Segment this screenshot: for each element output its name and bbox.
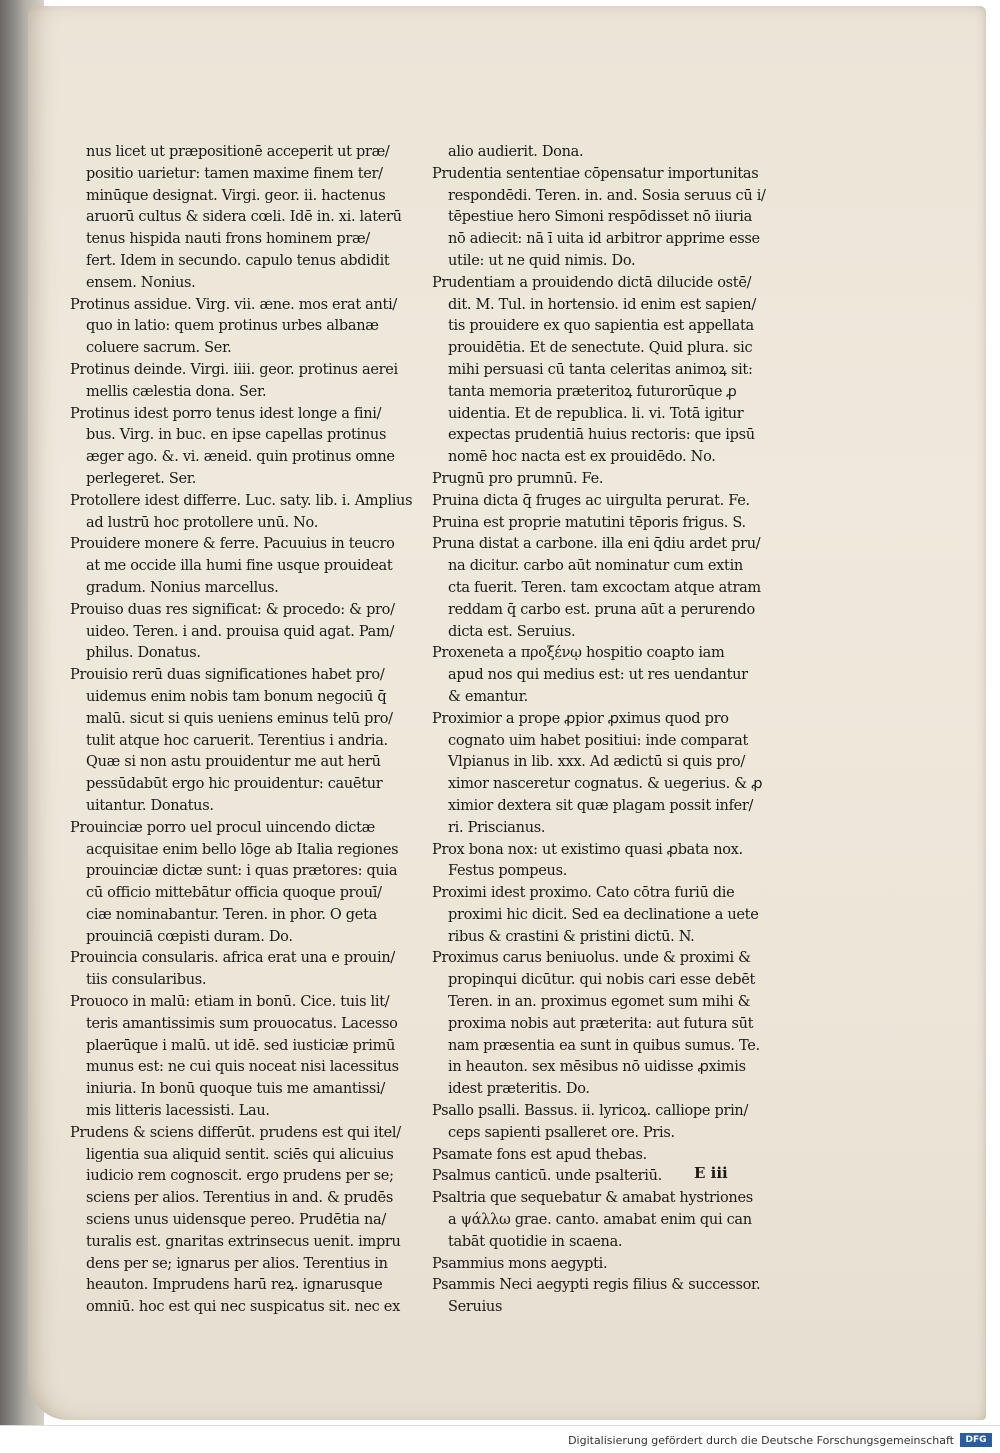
text-line: ciæ nominabantur. Teren. in phor. O geta: [86, 906, 377, 923]
text-line: Prudens & sciens differūt. prudens est qui itel/: [70, 1124, 401, 1141]
text-line: acquisitae enim bello lōge ab Italia regiones: [86, 841, 399, 858]
right-text-column: [432, 142, 787, 1319]
text-line: tenus hispida nauti frons hominem præ/: [86, 231, 370, 248]
text-line: pessūdabūt ergo hic prouidentur: cauētur: [86, 776, 383, 793]
text-line: Prouincia consularis. africa erat una e prouin/: [70, 950, 395, 967]
text-line: respondēdi. Teren. in. and. Sosia seruus cū i/: [448, 187, 766, 204]
text-line: tis prouidere ex quo sapientia est appellata: [448, 318, 754, 335]
text-line: Psammis Neci aegypti regis filius & successor.: [432, 1277, 761, 1294]
text-line: tabāt quotidie in scaena.: [448, 1233, 623, 1250]
text-line: Pruina est proprie matutini tēporis frigus. S.: [432, 514, 746, 531]
text-line: coluere sacrum. Ser.: [86, 340, 232, 357]
text-line: uitantur. Donatus.: [86, 797, 214, 814]
text-line: sciens per alios. Terentius in and. & prudēs: [86, 1190, 393, 1207]
text-line: ximior dextera sit quæ plagam possit infer/: [448, 797, 754, 814]
text-line: idest præteritis. Do.: [448, 1081, 590, 1098]
text-line: turalis est. gnaritas extrinsecus uenit. impru: [86, 1233, 401, 1250]
text-line: teris amantissimis sum prouocatus. Lacesso: [86, 1015, 398, 1032]
signature-mark: E iii: [694, 1164, 728, 1182]
text-line: Vlpianus in lib. xxx. Ad ædictū si quis pro/: [448, 754, 745, 771]
text-line: Psallo psalli. Bassus. ii. lyricoꝝ. calliope prin/: [432, 1103, 749, 1120]
text-line: na dicitur. carbo aūt nominatur cum extin: [448, 558, 743, 575]
text-line: malū. sicut si quis ueniens eminus telū pro/: [86, 710, 393, 727]
text-line: mihi persuasi cū tanta celeritas animoꝝ sit:: [448, 361, 753, 378]
text-line: in heauton. sex mēsibus nō uidisse ꝓximis: [448, 1059, 746, 1076]
text-line: prouidētia. Et de senectute. Quid plura. sic: [448, 340, 753, 357]
text-line: proxima nobis aut præterita: aut futura sūt: [448, 1015, 754, 1032]
text-line: plaerūque i malū. ut idē. sed iusticiæ primū: [86, 1037, 396, 1054]
text-line: Protinus idest porro tenus idest longe a fini/: [70, 405, 382, 422]
text-line: Prouiso duas res significat: & procedo: & pro/: [70, 601, 395, 618]
text-line: at me occide illa humi fine usque prouideat: [86, 558, 393, 575]
text-line: Prudentiam a prouidendo dictā dilucide ostē/: [432, 274, 752, 291]
text-line: alio audierit. Dona.: [448, 144, 584, 160]
text-line: mis litteris lacessisti. Lau.: [86, 1103, 270, 1120]
text-line: Psaltria que sequebatur & amabat hystriones: [432, 1190, 753, 1207]
text-line: uidemus enim nobis tam bonum negociū q̄: [86, 688, 387, 705]
text-line: ensem. Nonius.: [86, 274, 196, 291]
text-line: tanta memoria præteritoꝝ futurorūque ꝓ: [448, 383, 737, 400]
text-line: iniuria. In bonū quoque tuis me amantissi/: [86, 1081, 385, 1098]
text-line: aruorū cultus & sidera cœli. Idē in. xi. laterū: [86, 209, 402, 226]
text-line: dicta est. Seruius.: [448, 623, 576, 640]
text-line: munus est: ne cui quis noceat nisi lacessitus: [86, 1059, 399, 1076]
text-line: Prouisio rerū duas significationes habet pro/: [70, 667, 385, 684]
footer-bar: [0, 1425, 1000, 1453]
text-line: propinqui dicūtur. qui nobis cari esse debēt: [448, 972, 756, 989]
text-line: nus licet ut præpositionē acceperit ut præ/: [86, 144, 390, 160]
text-line: Festus pompeus.: [448, 863, 568, 880]
text-line: ximor nasceretur cognatus. & uegerius. & ꝓ: [448, 776, 763, 793]
text-line: Pruina dicta q̄ fruges ac uirgulta perurat. Fe.: [432, 492, 750, 509]
text-line: Prugnū pro prumnū. Fe.: [432, 470, 604, 487]
text-line: Psamate fons est apud thebas.: [432, 1146, 647, 1163]
text-line: prouinciæ dictæ sunt: i quas prætores: quia: [86, 863, 398, 880]
text-line: Prouidere monere & ferre. Pacuuius in teucro: [70, 536, 395, 553]
text-line: Proximi idest proximo. Cato cōtra furiū die: [432, 885, 735, 902]
text-line: nō adiecit: nā ī uita id arbitror apprime esse: [448, 231, 760, 248]
text-line: Psammius mons aegypti.: [432, 1255, 608, 1272]
dfg-logo-icon: DFG: [960, 1433, 992, 1447]
text-line: perlegeret. Ser.: [86, 470, 197, 487]
text-line: Prox bona nox: ut existimo quasi ꝓbata nox.: [432, 841, 743, 858]
text-line: omniū. hoc est qui nec suspicatus sit. nec ex: [86, 1299, 400, 1316]
funding-notice: Digitalisierung gefördert durch die Deutsche Forschungsgemeinschaft: [568, 1434, 954, 1447]
text-line: iudicio rem cognoscit. ergo prudens per se;: [86, 1168, 394, 1185]
text-line: quo in latio: quem protinus urbes albanæ: [86, 318, 379, 335]
text-line: minūque designat. Virgi. geor. ii. hactenus: [86, 187, 386, 204]
text-line: expectas prudentiā huius rectoris: que ipsū: [448, 427, 755, 444]
text-line: cognato uim habet positiui: inde comparat: [448, 732, 749, 749]
text-line: æger ago. &. vi. æneid. quin protinus omne: [86, 449, 395, 466]
text-line: tēpestiue hero Simoni respōdisset nō iiuria: [448, 209, 752, 226]
text-line: Prudentia sententiae cōpensatur importunitas: [432, 165, 759, 182]
text-line: Pruna distat a carbone. illa eni q̄diu ardet pru/: [432, 536, 761, 553]
text-line: proximi hic dicit. Sed ea declinatione a uete: [448, 906, 759, 923]
text-line: utile: ut ne quid nimis. Do.: [448, 252, 636, 269]
text-line: Quæ si non astu prouidentur me aut herū: [86, 754, 381, 771]
text-line: heauton. Imprudens harū reꝝ. ignarusque: [86, 1277, 383, 1294]
text-line: apud nos qui medius est: ut res uendantur: [448, 667, 748, 684]
text-line: nomē hoc nacta est ex prouidēdo. No.: [448, 449, 716, 466]
text-line: nam præsentia ea sunt in quibus sumus. Te.: [448, 1037, 760, 1054]
text-line: ad lustrū hoc protollere unū. No.: [86, 514, 319, 531]
text-line: sciens unus uidensque pereo. Prudētia na/: [86, 1212, 386, 1229]
text-line: Protinus deinde. Virgi. iiii. geor. protinus aerei: [70, 361, 398, 378]
text-line: reddam q̄ carbo est. pruna aūt a perurendo: [448, 601, 755, 618]
text-line: philus. Donatus.: [86, 645, 201, 662]
text-line: Psalmus canticū. unde psalteriū.: [432, 1168, 662, 1185]
text-line: positio uarietur: tamen maxime finem ter/: [86, 165, 383, 182]
text-line: Prouoco in malū: etiam in bonū. Cice. tuis lit/: [70, 994, 390, 1011]
text-line: fert. Idem in secundo. capulo tenus abdidit: [86, 252, 390, 269]
text-line: Teren. in an. proximus egomet sum mihi &: [448, 994, 751, 1011]
text-line: ribus & crastini & pristini dictū. N.: [448, 928, 695, 945]
text-line: ceps sapienti psalleret ore. Pris.: [448, 1124, 675, 1141]
text-line: cta fuerit. Teren. tam excoctam atque atram: [448, 579, 761, 596]
text-line: cū officio mittebātur officia quoque prouī/: [86, 885, 382, 902]
text-line: Proximus carus beniuolus. unde & proximi &: [432, 950, 751, 967]
text-line: Seruius: [448, 1299, 503, 1316]
text-line: dit. M. Tul. in hortensio. id enim est sapien/: [448, 296, 756, 313]
text-line: & emantur.: [448, 688, 528, 705]
text-line: dens per se; ignarus per alios. Terentius in: [86, 1255, 388, 1272]
text-line: uideo. Teren. i and. prouisa quid agat. Pam/: [86, 623, 395, 640]
text-line: Prouinciæ porro uel procul uincendo dictæ: [70, 819, 375, 836]
facing-page-shadow: [808, 146, 988, 1246]
text-line: prouinciā cœpisti duram. Do.: [86, 928, 293, 945]
text-line: mellis cælestia dona. Ser.: [86, 383, 267, 400]
text-line: a ψάλλω grae. canto. amabat enim qui can: [448, 1212, 752, 1229]
text-line: Protinus assidue. Virg. vii. æne. mos erat anti/: [70, 296, 397, 313]
text-line: Proxeneta a προξένῳ hospitio coapto iam: [432, 645, 725, 662]
text-line: gradum. Nonius marcellus.: [86, 579, 279, 596]
text-line: uidentia. Et de republica. li. vi. Totā igitur: [448, 405, 744, 422]
text-line: ligentia sua aliquid sentit. sciēs qui alicuius: [86, 1146, 394, 1163]
text-line: Proximior a prope ꝓpior ꝓximus quod pro: [432, 710, 729, 727]
text-line: ri. Priscianus.: [448, 819, 546, 836]
text-line: tiis consularibus.: [86, 972, 207, 989]
text-line: bus. Virg. in buc. en ipse capellas protinus: [86, 427, 387, 444]
left-text-column: [70, 142, 422, 1319]
text-line: Protollere idest differre. Luc. saty. lib. i. Amplius: [70, 492, 413, 509]
text-line: tulit atque hoc caruerit. Terentius i andria.: [86, 732, 388, 749]
